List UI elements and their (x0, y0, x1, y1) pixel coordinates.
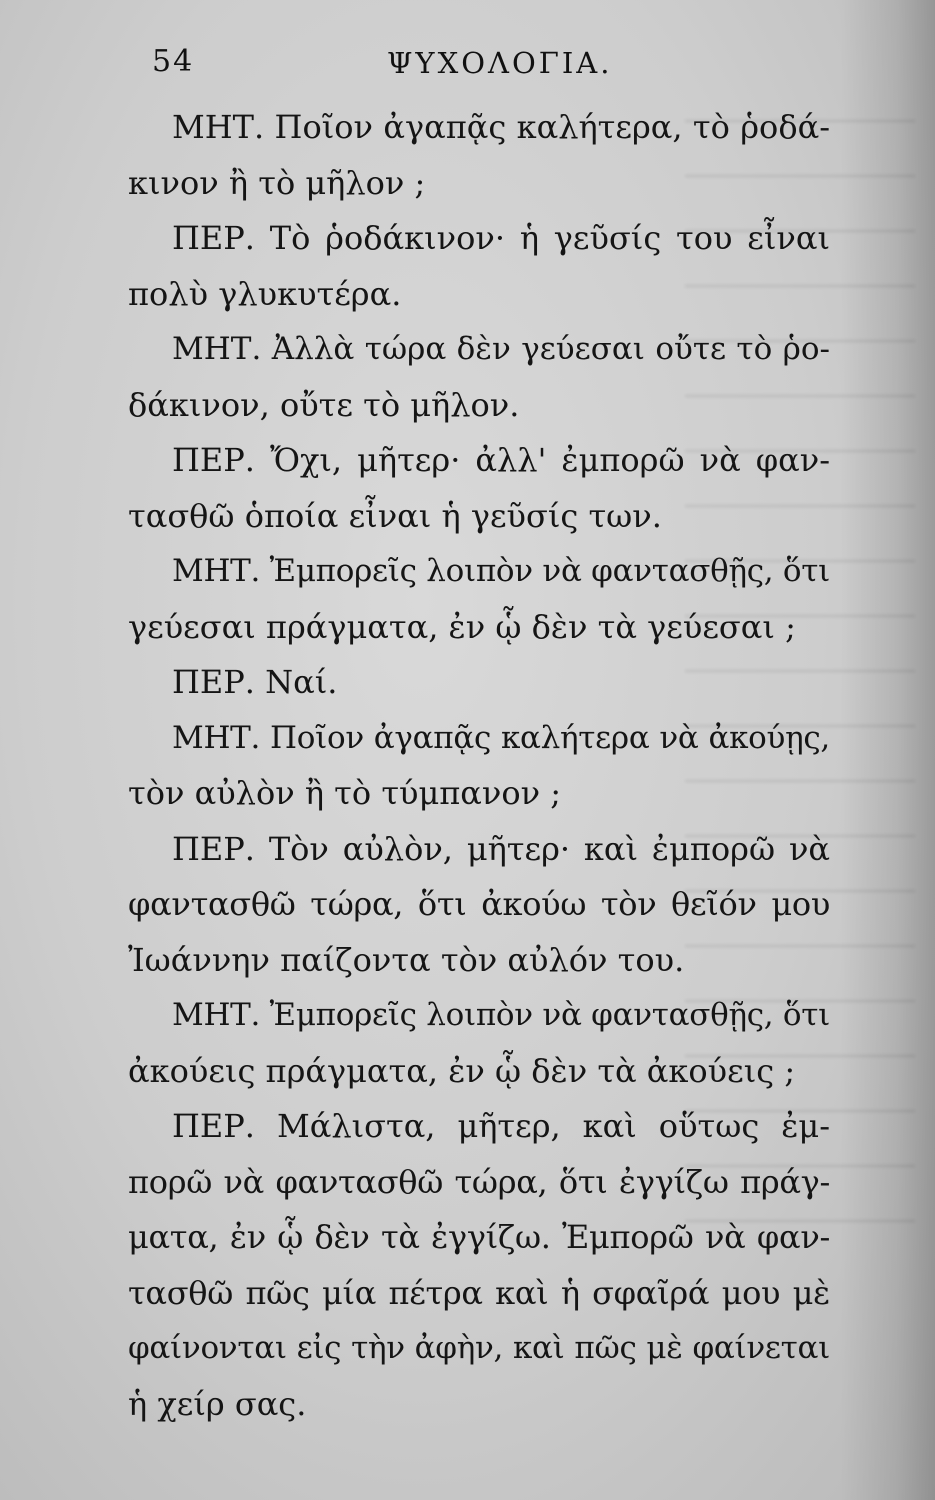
text-line: ματα, ἐν ᾧ δὲν τὰ ἐγγίζω. Ἐμπορῶ νὰ φαν- (128, 1218, 830, 1256)
text-line: τασθῶ ὁποία εἶναι ἡ γεῦσίς των. (128, 496, 662, 535)
text-line: φαίνονται εἰς τὴν ἀφὴν, καὶ πῶς μὲ φαίνεται (128, 1330, 830, 1366)
text-line: πορῶ νὰ φαντασθῶ τώρα, ὅτι ἐγγίζω πράγ- (128, 1162, 830, 1201)
text-line: φαντασθῶ τώρα, ὅτι ἀκούω τὸν θεῖόν μου (128, 885, 830, 923)
page-edge-shadow (840, 0, 935, 1500)
text-line: γεύεσαι πράγματα, ἐν ᾧ δὲν τὰ γεύεσαι ; (128, 607, 796, 646)
text-line: πολὺ γλυκυτέρα. (128, 274, 402, 313)
running-title: ΨΥΧΟΛΟΓΙΑ. (387, 46, 613, 80)
text-line: κινον ἢ τὸ μῆλον ; (128, 163, 426, 202)
text-line: ἡ χείρ σας. (128, 1384, 307, 1423)
text-line: Ἰωάννην παίζοντα τὸν αὐλόν του. (128, 940, 685, 979)
text-line: ΜΗΤ. Ἀλλὰ τώρα δὲν γεύεσαι οὔτε τὸ ῥο- (172, 331, 830, 367)
text-line: τασθῶ πῶς μία πέτρα καὶ ἡ σφαῖρά μου μὲ (128, 1273, 830, 1312)
text-line: ΜΗΤ. Ἐμπορεῖς λοιπὸν νὰ φαντασθῇς, ὅτι (172, 553, 830, 589)
text-line: τὸν αὐλὸν ἢ τὸ τύμπανον ; (128, 774, 562, 812)
text-line: ΠΕΡ. Ναί. (172, 663, 338, 701)
text-line: ΜΗΤ. Ποῖον ἀγαπᾷς καλήτερα, τὸ ῥοδά- (172, 108, 830, 146)
body-text (128, 100, 830, 1432)
text-line: ΠΕΡ. Μάλιστα, μῆτερ, καὶ οὕτως ἐμ- (172, 1107, 830, 1145)
text-line: ἀκούεις πράγματα, ἐν ᾧ δὲν τὰ ἀκούεις ; (128, 1051, 796, 1090)
text-line: ΠΕΡ. Τὸ ῥοδάκινον· ἡ γεῦσίς του εἶναι (172, 219, 830, 257)
text-line: ΜΗΤ. Ἐμπορεῖς λοιπὸν νὰ φαντασθῇς, ὅτι (172, 997, 830, 1033)
page-header (152, 44, 622, 94)
text-line: ΠΕΡ. Τὸν αὐλὸν, μῆτερ· καὶ ἐμπορῶ νὰ (172, 829, 830, 868)
text-line: ΜΗΤ. Ποῖον ἀγαπᾷς καλήτερα νὰ ἀκούῃς, (172, 719, 830, 756)
page-number: 54 (152, 44, 195, 79)
text-line: δάκινον, οὔτε τὸ μῆλον. (128, 385, 520, 424)
text-line: ΠΕΡ. Ὄχι, μῆτερ· ἀλλ' ἐμπορῶ νὰ φαν- (172, 441, 830, 479)
